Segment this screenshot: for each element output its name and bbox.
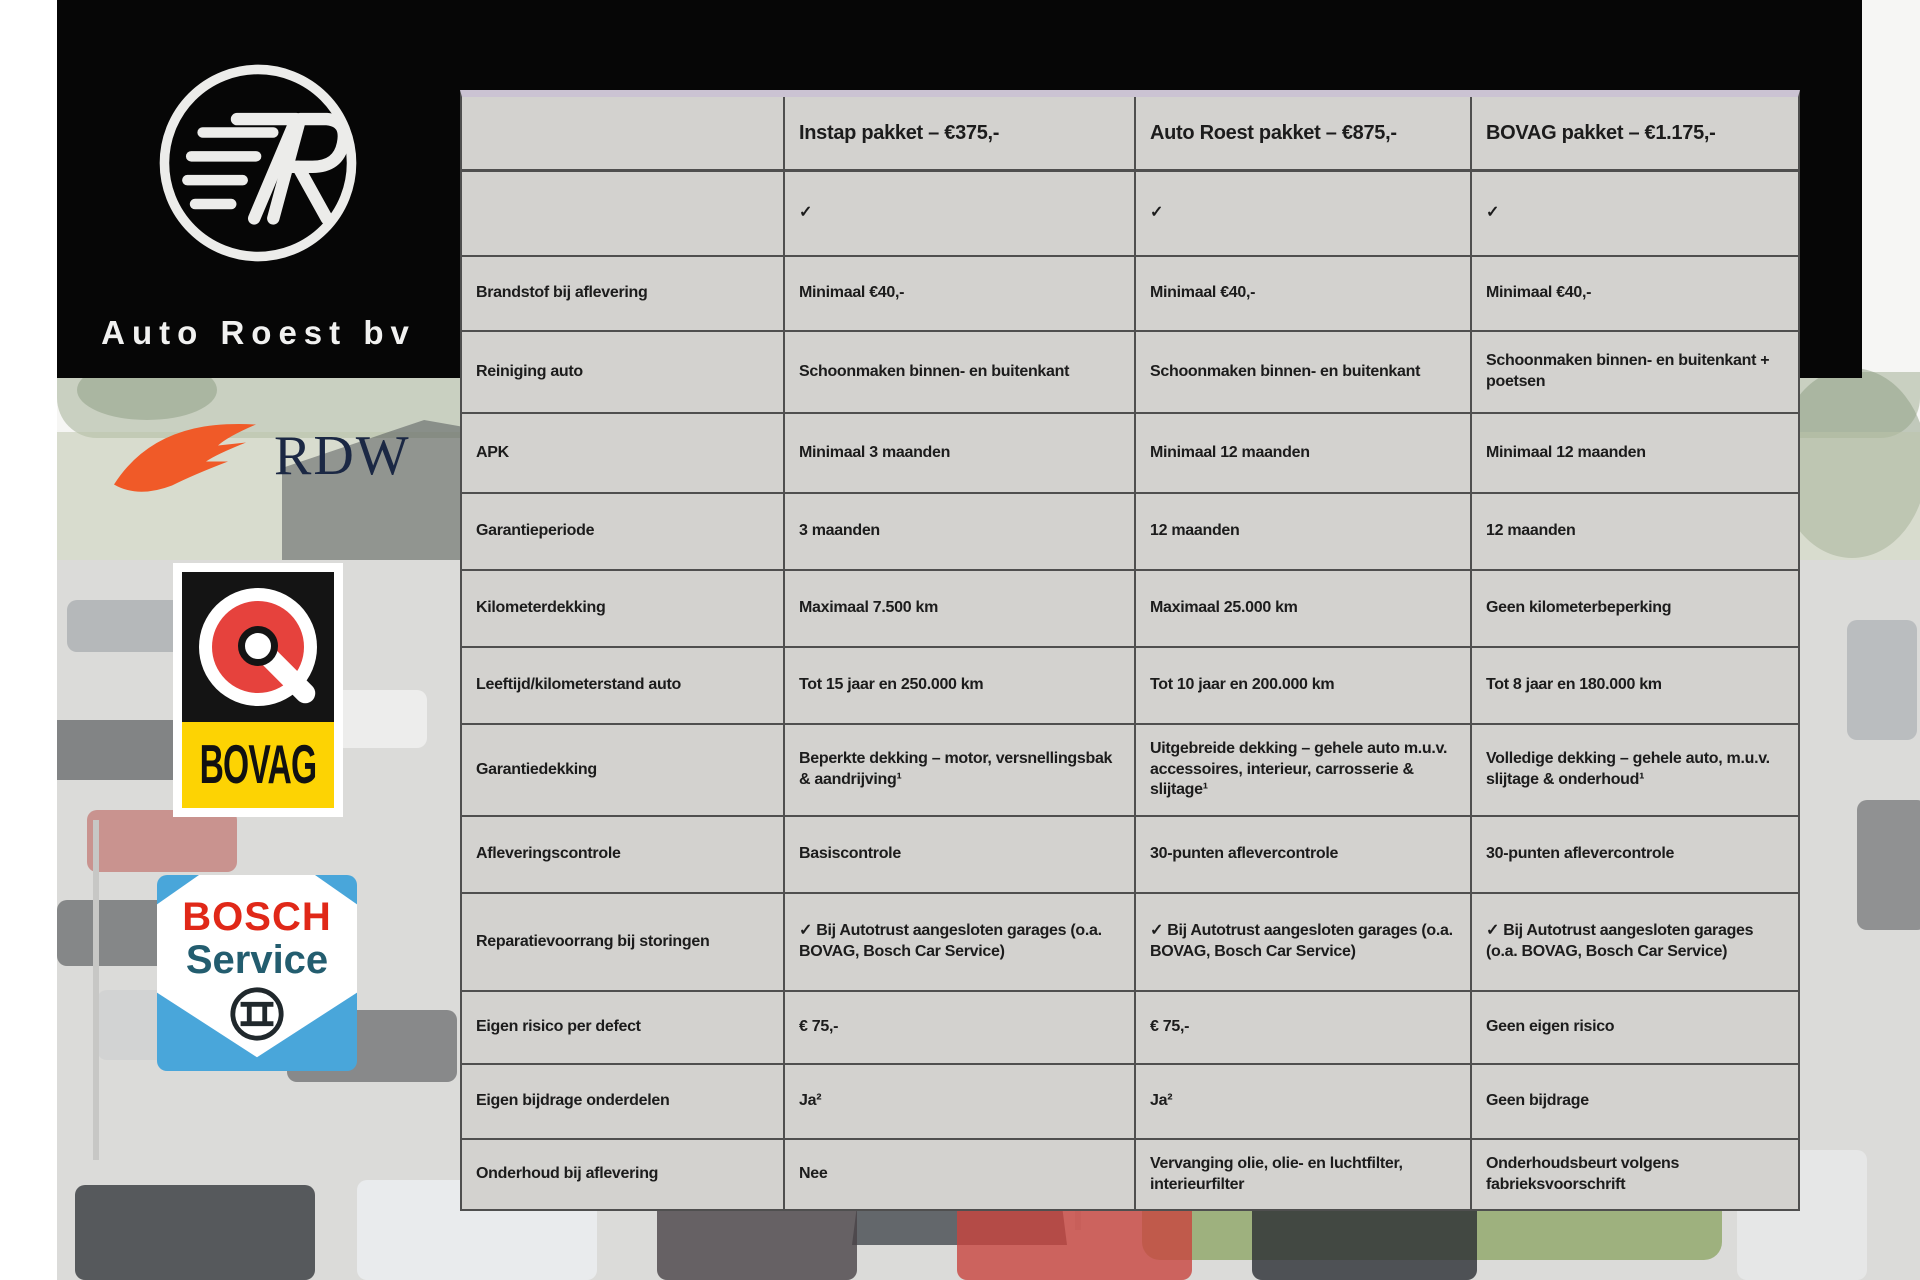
table-cell: ✓	[1472, 172, 1798, 257]
row-label: Garantieperiode	[462, 494, 785, 571]
table-header-row	[462, 97, 1798, 172]
row-label: Brandstof bij aflevering	[462, 257, 785, 332]
row-label	[462, 172, 785, 257]
car-shape	[87, 810, 237, 872]
table-cell: Geen kilometerbeperking	[1472, 571, 1798, 648]
table-cell: Schoonmaken binnen- en buitenkant	[1136, 332, 1472, 414]
row-label: Kilometerdekking	[462, 571, 785, 648]
table-cell: 30-punten aflevercontrole	[1472, 817, 1798, 894]
table-cell: € 75,-	[1136, 992, 1472, 1065]
bosch-armature-icon	[228, 985, 286, 1043]
table-row	[462, 172, 1798, 257]
table-cell: Nee	[785, 1140, 1136, 1209]
table-cell: ✓ Bij Autotrust aangesloten garages (o.a. BOVAG, Bosch Car Service)	[785, 894, 1136, 992]
header-bovag: BOVAG pakket – €1.175,-	[1472, 97, 1798, 172]
table-row	[462, 1140, 1798, 1209]
table-row	[462, 992, 1798, 1065]
row-label: Eigen risico per defect	[462, 992, 785, 1065]
table-cell: Minimaal 3 maanden	[785, 414, 1136, 494]
table-row	[462, 725, 1798, 817]
table-cell: ✓ Bij Autotrust aangesloten garages (o.a. BOVAG, Bosch Car Service)	[1136, 894, 1472, 992]
auto-roest-logo-box	[57, 0, 460, 378]
brand-name: Auto Roest bv	[101, 314, 416, 351]
table-cell: Maximaal 25.000 km	[1136, 571, 1472, 648]
car-shape	[1847, 620, 1917, 740]
table-cell: Schoonmaken binnen- en buitenkant	[785, 332, 1136, 414]
table-row	[462, 894, 1798, 992]
table-cell: Minimaal €40,-	[1472, 257, 1798, 332]
table-cell: Onderhoudsbeurt volgens fabrieksvoorschrift	[1486, 1154, 1680, 1193]
table-cell: Vervanging olie, olie- en luchtfilter, interieurfilter	[1136, 1140, 1472, 1209]
rdw-wing-icon	[108, 418, 268, 514]
table-cell: Minimaal 12 maanden	[1136, 414, 1472, 494]
header-empty-cell	[462, 97, 785, 172]
table-cell: Basiscontrole	[785, 817, 1136, 894]
table-cell: € 75,-	[785, 992, 1136, 1065]
bovag-emblem-icon	[182, 572, 334, 722]
bovag-yellow-band	[182, 722, 334, 808]
bosch-service-wordmark: Service	[185, 938, 329, 982]
table-cell: 12 maanden	[1472, 494, 1798, 571]
table-cell: ✓	[785, 172, 1136, 257]
table-row	[462, 414, 1798, 494]
bosch-service-logo	[157, 875, 357, 1071]
table-cell: Uitgebreide dekking – gehele auto m.u.v. accessoires, interieur, carrosserie & slijtage¹	[1136, 725, 1472, 817]
row-label: Eigen bijdrage onderdelen	[462, 1065, 785, 1140]
bovag-logo	[173, 563, 343, 817]
row-label: Reiniging auto	[462, 332, 785, 414]
table-cell: 12 maanden	[1136, 494, 1472, 571]
bovag-hub	[238, 626, 278, 666]
row-label: Onderhoud bij aflevering	[462, 1140, 785, 1209]
car-shape	[75, 1185, 315, 1280]
table-cell: Volledige dekking – gehele auto, m.u.v. slijtage & onderhoud¹	[1472, 725, 1798, 817]
table-row	[462, 648, 1798, 725]
table-row	[462, 332, 1798, 414]
auto-roest-monogram-icon	[153, 58, 363, 268]
table-row	[462, 494, 1798, 571]
table-cell: ✓ Bij Autotrust aangesloten garages (o.a. BOVAG, Bosch Car Service)	[1472, 894, 1798, 992]
table-row	[462, 571, 1798, 648]
table-cell: 30-punten aflevercontrole	[1136, 817, 1472, 894]
table-row	[462, 1065, 1798, 1140]
package-comparison-table	[460, 90, 1800, 1211]
car-shape	[57, 720, 187, 780]
bosch-inner	[157, 875, 357, 1071]
table-cell: Beperkte dekking – motor, versnellingsbak & aandrijving¹	[785, 725, 1136, 817]
table-cell: Tot 10 jaar en 200.000 km	[1136, 648, 1472, 725]
header-instap: Instap pakket – €375,-	[785, 97, 1136, 172]
row-label: Afleveringscontrole	[462, 817, 785, 894]
table-cell: Geen eigen risico	[1472, 992, 1798, 1065]
row-label: APK	[462, 414, 785, 494]
rdw-wordmark: RDW	[274, 425, 411, 487]
table-cell: Tot 8 jaar en 180.000 km	[1472, 648, 1798, 725]
table-cell: ✓	[1136, 172, 1472, 257]
bovag-wordmark: BOVAG	[199, 733, 317, 795]
table-cell: Minimaal €40,-	[1136, 257, 1472, 332]
table-cell: Ja²	[785, 1065, 1136, 1140]
bosch-wordmark: BOSCH	[182, 895, 332, 939]
table-cell: 3 maanden	[785, 494, 1136, 571]
table-cell: Minimaal 12 maanden	[1472, 414, 1798, 494]
table-cell: Geen bijdrage	[1472, 1065, 1798, 1140]
table-cell: Minimaal €40,-	[785, 257, 1136, 332]
lamp-post	[93, 820, 99, 1160]
table-row	[462, 817, 1798, 894]
car-shape	[1857, 800, 1920, 930]
row-label: Leeftijd/kilometerstand auto	[462, 648, 785, 725]
table-cell: Ja²	[1136, 1065, 1472, 1140]
table-cell: Maximaal 7.500 km	[785, 571, 1136, 648]
header-auto-roest: Auto Roest pakket – €875,-	[1136, 97, 1472, 172]
table-cell: Schoonmaken binnen- en buitenkant + poetsen	[1472, 332, 1798, 414]
table-row	[462, 257, 1798, 332]
table-cell: Tot 15 jaar en 250.000 km	[785, 648, 1136, 725]
rdw-logo	[108, 418, 411, 514]
row-label: Reparatievoorrang bij storingen	[462, 894, 785, 992]
row-label: Garantiedekking	[462, 725, 785, 817]
